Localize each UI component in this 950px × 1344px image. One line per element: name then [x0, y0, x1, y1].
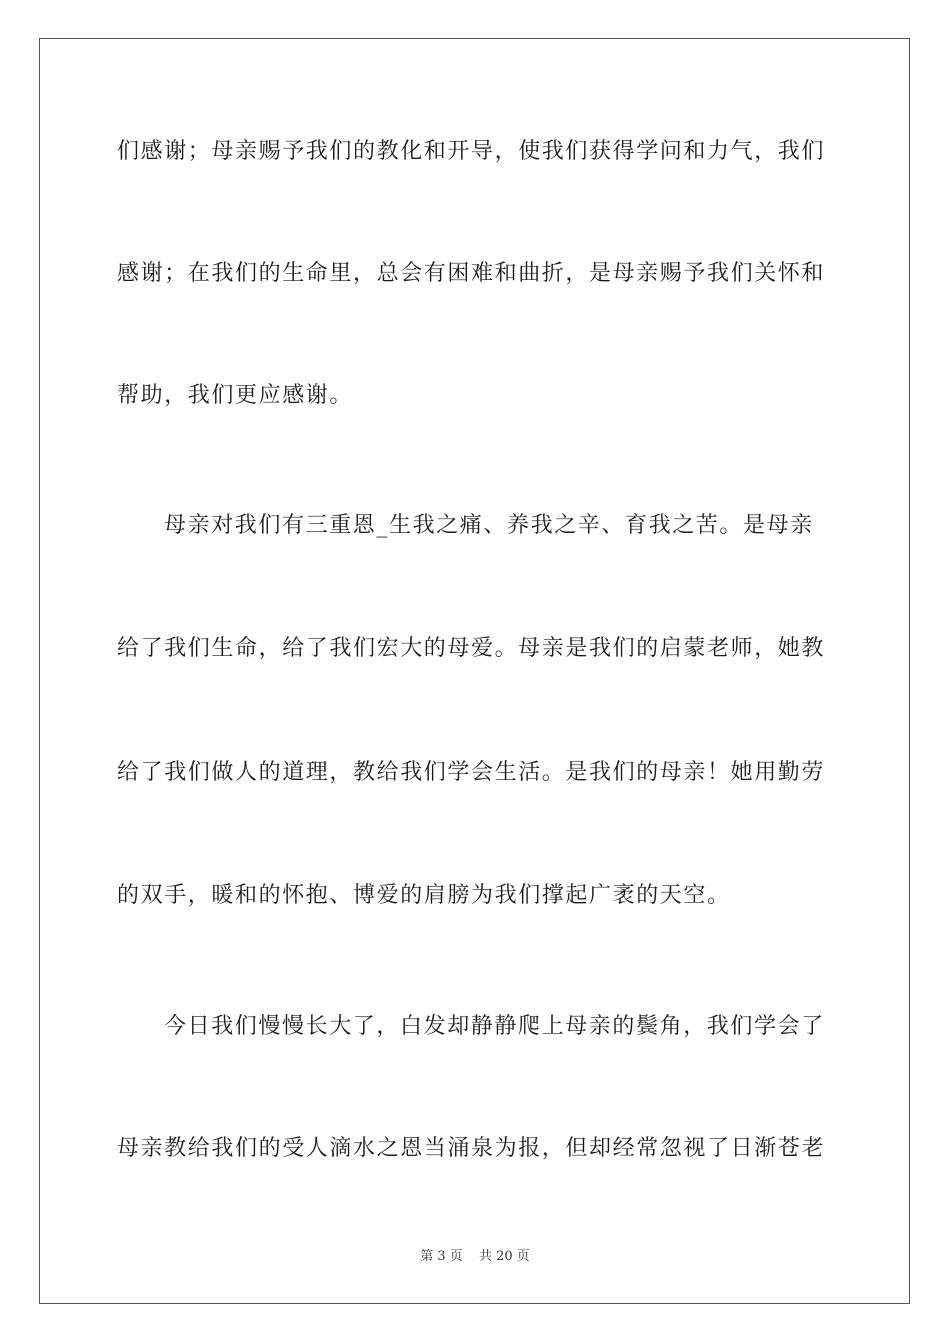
text-line: 的双手，暖和的怀抱、博爱的肩膀为我们撑起广袤的天空。 — [117, 883, 731, 908]
total-pages: 共 20 页 — [478, 1249, 530, 1264]
text-line: 们感谢；母亲赐予我们的教化和开导，使我们获得学问和力气，我们 — [117, 139, 826, 164]
text-line: 帮助，我们更应感谢。 — [117, 383, 354, 408]
page-border — [39, 38, 910, 1304]
text-line: 母亲对我们有三重恩_生我之痛、养我之辛、育我之苦。是母亲 — [164, 513, 814, 538]
text-line: 感谢；在我们的生命里，总会有困难和曲折，是母亲赐予我们关怀和 — [117, 261, 826, 286]
text-line: 给了我们做人的道理，教给我们学会生活。是我们的母亲！她用勤劳 — [117, 760, 826, 785]
text-line: 给了我们生命，给了我们宏大的母爱。母亲是我们的启蒙老师，她教 — [117, 636, 826, 661]
text-line: 今日我们慢慢长大了，白发却静静爬上母亲的鬓角，我们学会了 — [164, 1014, 825, 1039]
text-line: 母亲教给我们的受人滴水之恩当涌泉为报，但却经常忽视了日渐苍老 — [117, 1136, 826, 1161]
page-number: 第 3 页 — [420, 1249, 463, 1264]
page-footer — [0, 1248, 950, 1266]
